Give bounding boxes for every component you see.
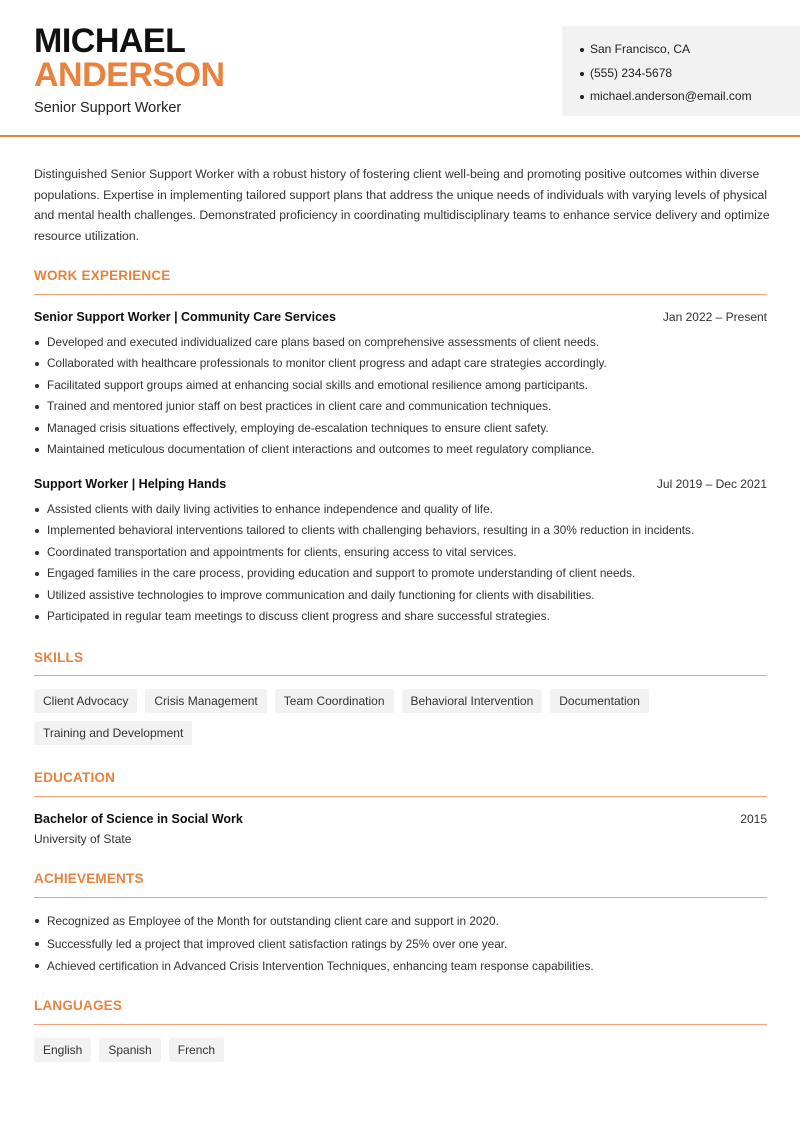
skill-chip: Behavioral Intervention <box>402 689 543 713</box>
job-title: Senior Support Worker <box>34 100 182 116</box>
skill-chip: Team Coordination <box>275 689 394 713</box>
section-divider <box>34 675 767 676</box>
skill-chip: Training and Development <box>34 721 192 745</box>
first-name: MICHAEL <box>34 22 186 60</box>
list-item: Collaborated with healthcare professionals to monitor client progress and adapt care strategies accordingly. <box>34 353 770 374</box>
skill-chip: Documentation <box>550 689 649 713</box>
list-item: Coordinated transportation and appointments for clients, ensuring access to vital services. <box>34 542 770 563</box>
skills-list <box>34 689 654 745</box>
list-item: Assisted clients with daily living activities to enhance independence and quality of life. <box>34 499 770 520</box>
language-chip: Spanish <box>99 1038 160 1062</box>
list-item: Facilitated support groups aimed at enhancing social skills and emotional resilience among participants. <box>34 375 770 396</box>
list-item: Implemented behavioral interventions tailored to clients with challenging behaviors, resulting in a 30% reduction in incidents. <box>34 520 770 541</box>
degree: Bachelor of Science in Social Work <box>34 812 243 826</box>
list-item: Participated in regular team meetings to discuss client progress and share successful strategies. <box>34 606 770 627</box>
section-title-work: WORK EXPERIENCE <box>34 268 171 283</box>
contact-phone: (555) 234-5678 <box>580 62 800 86</box>
list-item: Successfully led a project that improved client satisfaction ratings by 25% over one year. <box>34 933 770 956</box>
skill-chip: Client Advocacy <box>34 689 137 713</box>
section-title-education: EDUCATION <box>34 770 116 785</box>
job-dates: Jan 2022 – Present <box>662 310 767 324</box>
section-divider <box>34 1024 767 1025</box>
section-title-skills: SKILLS <box>34 650 84 665</box>
list-item: Developed and executed individualized care plans based on comprehensive assessments of client needs. <box>34 332 770 353</box>
graduation-year: 2015 <box>740 812 767 826</box>
section-divider <box>34 796 767 797</box>
job-bullets <box>34 332 770 460</box>
last-name: ANDERSON <box>34 56 225 94</box>
resume-header <box>0 0 800 137</box>
job-bullets <box>34 499 770 627</box>
section-divider <box>34 897 767 898</box>
education-header <box>34 812 767 826</box>
contact-location: San Francisco, CA <box>580 38 800 62</box>
list-item: Managed crisis situations effectively, employing de-escalation techniques to ensure client safety. <box>34 418 770 439</box>
achievement-bullets <box>34 910 770 978</box>
list-item: Engaged families in the care process, providing education and support to promote understanding of client needs. <box>34 563 770 584</box>
section-title-languages: LANGUAGES <box>34 998 123 1013</box>
job-dates: Jul 2019 – Dec 2021 <box>656 477 767 491</box>
list-item: Trained and mentored junior staff on best practices in client care and communication techniques. <box>34 396 770 417</box>
language-chip: French <box>169 1038 224 1062</box>
contact-box <box>562 26 800 116</box>
job-header <box>34 477 767 491</box>
section-title-achievements: ACHIEVEMENTS <box>34 871 144 886</box>
job-role: Support Worker | Helping Hands <box>34 477 227 491</box>
professional-summary: Distinguished Senior Support Worker with a robust history of fostering client well-being and promoting positive outcomes within diverse populations. Expertise in implementing tailored support plans that address the unique needs of individuals with varying levels of physical and mental health challenges. Demonstrated proficiency in coordinating multidisciplinary teams to enhance service delivery and optimize resource utilization. <box>34 167 770 243</box>
job-header <box>34 310 767 324</box>
skill-chip: Crisis Management <box>145 689 266 713</box>
list-item: Recognized as Employee of the Month for outstanding client care and support in 2020. <box>34 910 770 933</box>
school-name: University of State <box>34 832 132 846</box>
list-item: Achieved certification in Advanced Crisis Intervention Techniques, enhancing team response capabilities. <box>34 955 770 978</box>
language-chip: English <box>34 1038 91 1062</box>
job-role: Senior Support Worker | Community Care Services <box>34 310 336 324</box>
list-item: Maintained meticulous documentation of client interactions and outcomes to meet regulatory compliance. <box>34 439 770 460</box>
section-divider <box>34 294 767 295</box>
list-item: Utilized assistive technologies to improve communication and daily functioning for clients with disabilities. <box>34 585 770 606</box>
languages-list <box>34 1038 774 1062</box>
contact-email: michael.anderson@email.com <box>580 85 800 109</box>
